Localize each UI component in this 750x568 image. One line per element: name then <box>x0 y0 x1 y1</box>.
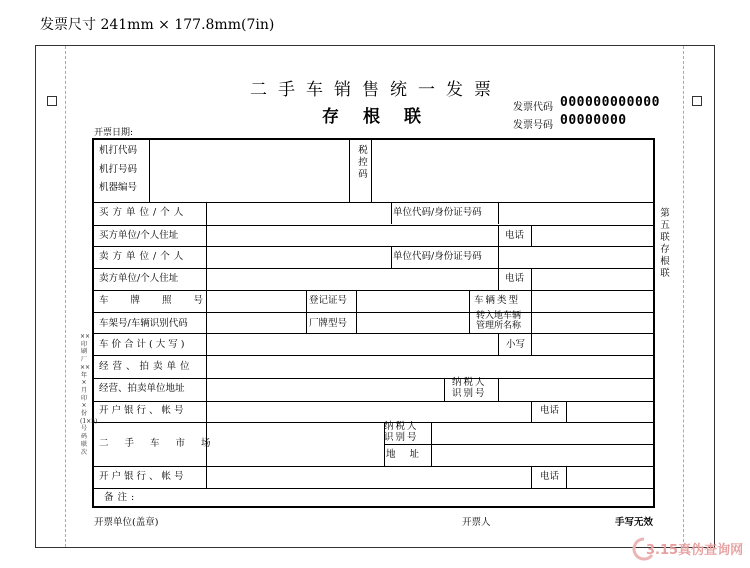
market-label: 二手车市场 <box>99 438 227 449</box>
buyer-label: 买方单位/个人 <box>99 207 188 218</box>
dealer-phone-label: 电话 <box>540 405 560 416</box>
market-phone-label: 电话 <box>540 471 560 482</box>
buyer-phone-label: 电话 <box>505 230 525 241</box>
market-address-label: 地址 <box>386 449 434 460</box>
invoice-code-value: 000000000000 <box>560 95 660 110</box>
left-perforation <box>65 46 66 547</box>
machine-serial-label: 机器编号 <box>99 182 138 193</box>
buyer-id-label: 单位代码/身份证号码 <box>393 207 482 218</box>
invoice-title: 二手车销售统一发票 <box>250 80 502 100</box>
price-total-label: 车价合计(大写) <box>99 339 188 350</box>
seller-id-label: 单位代码/身份证号码 <box>393 251 482 262</box>
right-punch-square <box>692 96 702 106</box>
tax-control-label: 税控码 <box>358 145 368 180</box>
printer-info-text: ××印刷厂××年×月印×份(1×5) <box>80 333 98 425</box>
left-punch-square <box>47 96 57 106</box>
invoice-number-value: 00000000 <box>560 113 627 128</box>
seller-label: 卖方单位/个人 <box>99 251 188 262</box>
right-perforation <box>683 46 684 547</box>
issue-date-label: 开票日期: <box>94 128 134 138</box>
dmv-name-label-2: 管理所名称 <box>476 321 522 331</box>
registration-label: 登记证号 <box>309 295 348 306</box>
invoice-number-label: 发票号码 <box>513 120 553 131</box>
dealer-taxpayer-label-2: 识别号 <box>452 388 487 399</box>
handwritten-invalid-label: 手写无效 <box>615 517 654 528</box>
plate-label: 车牌照号 <box>99 295 226 306</box>
issuer-unit-label: 开票单位(盖章) <box>94 517 159 528</box>
seller-phone-label: 电话 <box>505 273 525 284</box>
printer-info-tail-text: 号码联次 <box>80 425 87 456</box>
market-taxpayer-label-1: 纳税人 <box>384 421 419 432</box>
market-taxpayer-label-2: 识别号 <box>384 432 419 443</box>
buyer-address-label: 买方单位/个人住址 <box>99 230 179 241</box>
size-caption: 发票尺寸 241mm × 177.8mm(7in) <box>40 17 275 33</box>
dealer-taxpayer-label-1: 纳税人 <box>452 377 487 388</box>
dealer-bank-label: 开户银行、帐号 <box>99 405 187 416</box>
vehicle-type-label: 车辆类型 <box>474 295 521 306</box>
printer-vertical-text <box>80 333 98 456</box>
subtotal-label: 小写 <box>506 339 526 350</box>
copy-side-text: 第五联存根联 <box>660 208 670 279</box>
remarks-label: 备注: <box>104 492 139 503</box>
watermark-text: 3.15真伪查询网 <box>646 543 744 558</box>
dealer-address-label: 经营、拍卖单位地址 <box>99 383 185 394</box>
watermark-icon <box>630 535 745 561</box>
dmv-name-label-1: 转入地车辆 <box>476 311 522 321</box>
model-label: 厂牌型号 <box>309 318 348 329</box>
invoice-subtitle: 存根联 <box>322 107 445 127</box>
machine-number-label: 机打号码 <box>99 164 138 175</box>
vin-label: 车架号/车辆识别代码 <box>99 318 188 329</box>
machine-code-label: 机打代码 <box>99 145 138 156</box>
invoice-code-label: 发票代码 <box>513 102 553 113</box>
issuer-label: 开票人 <box>462 517 491 528</box>
dealer-label: 经营、拍卖单位 <box>99 361 194 372</box>
watermark-logo <box>630 535 745 561</box>
market-bank-label: 开户银行、帐号 <box>99 471 187 482</box>
seller-address-label: 卖方单位/个人住址 <box>99 273 179 284</box>
